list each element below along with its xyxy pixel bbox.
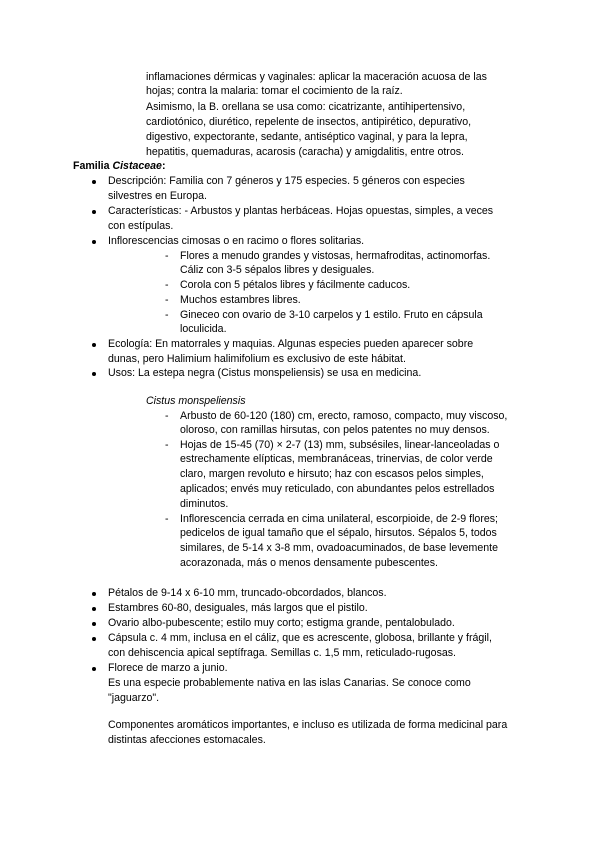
closing-line-1: Componentes aromáticos importantes, e incluso es utilizada de forma medicinal para <box>108 719 508 731</box>
capsula-line-1: Cápsula c. 4 mm, inclusa en el cáliz, que es acrescente, globosa, brillante y frágil, <box>108 632 492 644</box>
flower-item-1-line-1: Flores a menudo grandes y vistosas, hermafroditas, actinomorfas. <box>180 250 491 262</box>
descripcion-line-2: silvestres en Europa. <box>108 190 207 202</box>
capsula-line-2: con dehiscencia apical septífraga. Semillas c. 1,5 mm, reticulado-rugosas. <box>108 647 456 659</box>
dash-marker: - <box>165 309 169 321</box>
bullet-icon <box>92 240 96 244</box>
ecologia-line-2: dunas, pero Halimium halimifolium es exclusivo de este hábitat. <box>108 353 406 365</box>
ovario-line: Ovario albo-pubescente; estilo muy corto; estigma grande, pentalobulado. <box>108 617 455 629</box>
flower-item-1-line-2: Cáliz con 3-5 sépalos libres y desiguales. <box>180 264 375 276</box>
intro-line-1: inflamaciones dérmicas y vaginales: aplicar la maceración acuosa de las <box>146 71 487 83</box>
bullet-icon <box>92 607 96 611</box>
petalos-line: Pétalos de 9-14 x 6-10 mm, truncado-obcordados, blancos. <box>108 587 387 599</box>
flower-item-4-line-1: Gineceo con ovario de 3-10 carpelos y 1 estilo. Fruto en cápsula <box>180 309 483 321</box>
bullet-icon <box>92 592 96 596</box>
dash-marker: - <box>165 439 169 451</box>
species-desc-3-line-3: similares, de 5-14 x 3-8 mm, ovadoacuminados, de base levemente <box>180 542 498 554</box>
species-desc-1-line-2: oloroso, con ramillas hirsutas, con pelos patentes no muy densos. <box>180 424 490 436</box>
family-heading <box>73 159 165 173</box>
species-desc-3-line-2: pedicelos de igual tamaño que el sépalo, hirsutos. Sépalos 5, todos <box>180 527 497 539</box>
florece-line: Florece de marzo a junio. <box>108 662 228 674</box>
species-desc-2-line-1: Hojas de 15-45 (70) × 2-7 (13) mm, subsésiles, linear-lanceoladas o <box>180 439 500 451</box>
species-desc-3-line-1: Inflorescencia cerrada en cima unilateral, escorpioide, de 2-9 flores; <box>180 513 498 525</box>
intro-line-2: hojas; contra la malaria: tomar el cocimiento de la raíz. <box>146 85 403 97</box>
flower-item-4-line-2: loculicida. <box>180 323 227 335</box>
species-desc-1-line-1: Arbusto de 60-120 (180) cm, erecto, ramoso, compacto, muy viscoso, <box>180 410 508 422</box>
flower-item-2: Corola con 5 pétalos libres y fácilmente caducos. <box>180 279 411 291</box>
bullet-icon <box>92 343 96 347</box>
dash-marker: - <box>165 279 169 291</box>
bullet-icon <box>92 667 96 671</box>
ecologia-line-1: Ecología: En matorrales y maquias. Algunas especies pueden aparecer sobre <box>108 338 474 350</box>
species-name: Cistus monspeliensis <box>146 395 246 407</box>
intro-line-3: Asimismo, la B. orellana se usa como: cicatrizante, antihipertensivo, <box>146 101 466 113</box>
nativa-line-1: Es una especie probablemente nativa en las islas Canarias. Se conoce como <box>108 677 471 689</box>
dash-marker: - <box>165 250 169 262</box>
flower-item-3: Muchos estambres libres. <box>180 294 301 306</box>
usos-line: Usos: La estepa negra (Cistus monspeliensis) se usa en medicina. <box>108 367 422 379</box>
bullet-icon <box>92 637 96 641</box>
intro-line-4: cardiotónico, diurético, repelente de insectos, antipirético, depurativo, <box>146 116 472 128</box>
bullet-icon <box>92 372 96 376</box>
descripcion-line-1: Descripción: Familia con 7 géneros y 175 especies. 5 géneros con especies <box>108 175 465 187</box>
species-desc-2-line-3: claro, margen revoluto e hirsuto; haz con escasos pelos simples, <box>180 468 484 480</box>
species-desc-3-line-4: acorazonada, más o menos densamente pubescentes. <box>180 557 438 569</box>
species-desc-2-line-4: aplicados; envés muy reticulado, con abundantes pelos estrellados <box>180 483 495 495</box>
inflorescencias-line: Inflorescencias cimosas o en racimo o flores solitarias. <box>108 235 365 247</box>
caracteristicas-line-2: con estípulas. <box>108 220 174 232</box>
family-suffix: : <box>161 160 166 172</box>
caracteristicas-line-1: Características: - Arbustos y plantas herbáceas. Hojas opuestas, simples, a veces <box>108 205 494 217</box>
dash-marker: - <box>165 410 169 422</box>
nativa-line-2: "jaguarzo". <box>108 692 160 704</box>
species-desc-2-line-5: diminutos. <box>180 498 229 510</box>
estambres-line: Estambres 60-80, desiguales, más largos que el pistilo. <box>108 602 368 614</box>
bullet-icon <box>92 622 96 626</box>
bullet-icon <box>92 180 96 184</box>
species-desc-2-line-2: estrechamente elípticas, membranáceas, trinervias, de color verde <box>180 453 493 465</box>
bullet-icon <box>92 210 96 214</box>
closing-line-2: distintas afecciones estomacales. <box>108 734 266 746</box>
intro-line-5: digestivo, expectorante, sedante, antiséptico vaginal, y para la lepra, <box>146 131 468 143</box>
dash-marker: - <box>165 513 169 525</box>
intro-line-6: hepatitis, quemaduras, acarosis (caracha) y amigdalitis, entre otros. <box>146 146 464 158</box>
family-name: Cistaceae <box>112 160 162 172</box>
dash-marker: - <box>165 294 169 306</box>
family-prefix: Familia <box>73 160 113 172</box>
